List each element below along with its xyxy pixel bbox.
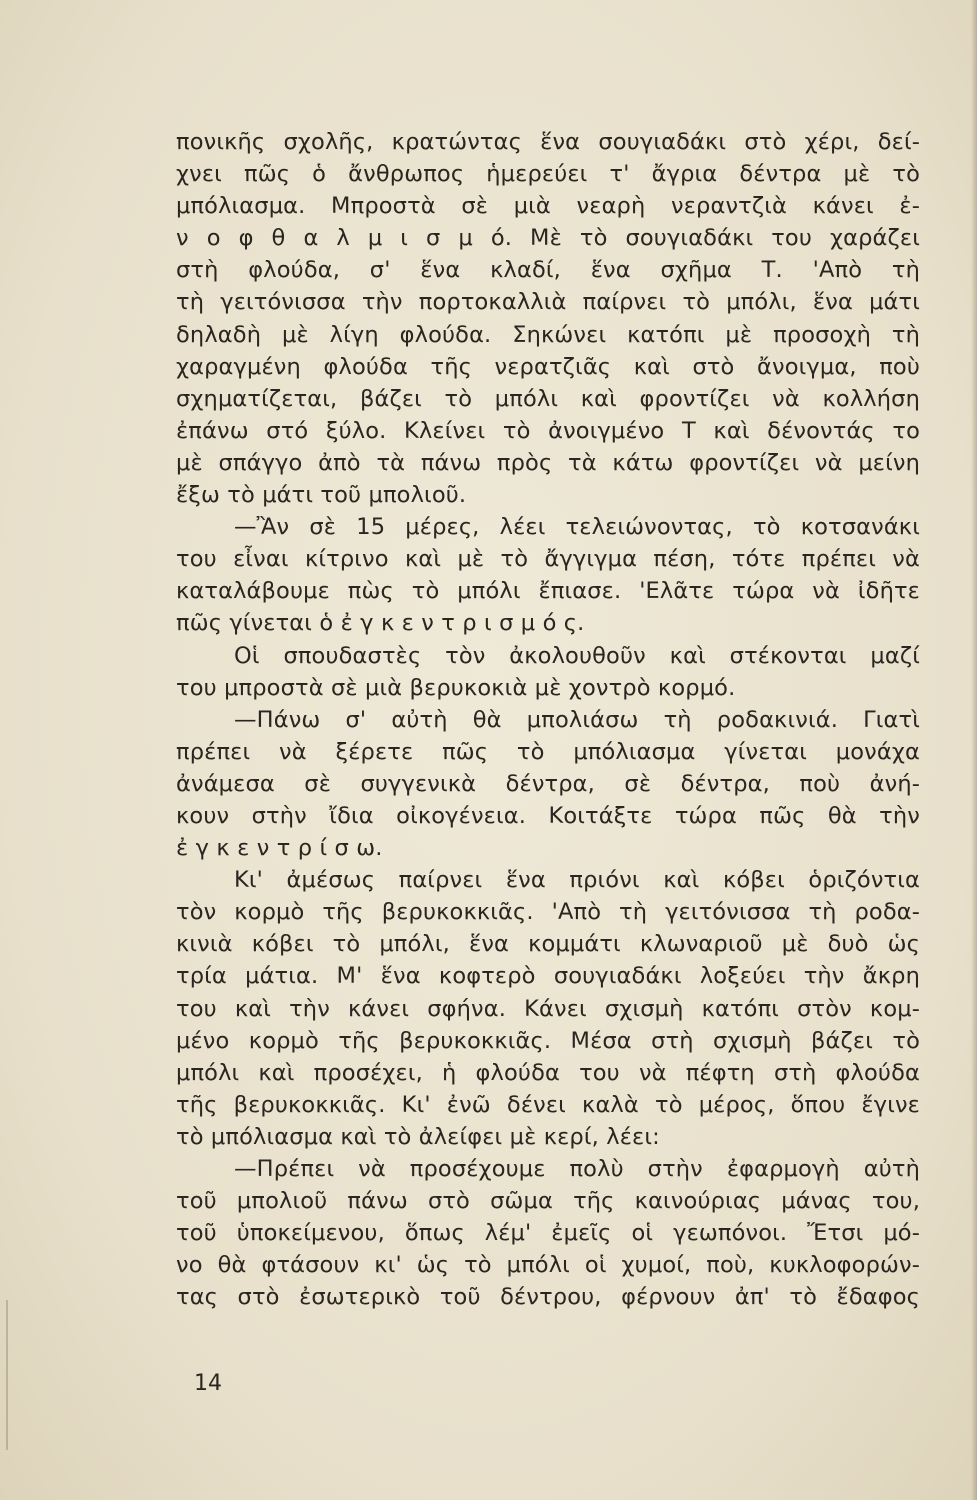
text-line: σχηματίζεται, βάζει τὸ μπόλι καὶ φροντίζει νὰ κολλήση xyxy=(176,385,920,412)
text-line: χαραγμένη φλούδα τῆς νερατζιᾶς καὶ στὸ ἄνοιγμα, ποὺ xyxy=(176,353,920,380)
text-line: του εἶναι κίτρινο καὶ μὲ τὸ ἄγγιγμα πέση, τότε πρέπει νὰ xyxy=(176,546,920,573)
text-line: τρία μάτια. Μ' ἕνα κοφτερὸ σουγιαδάκι λοξεύει τὴν ἄκρη xyxy=(176,963,920,990)
text-line: τῆς βερυκοκκιᾶς. Κι' ἐνῶ δένει καλὰ τὸ μέρος, ὅπου ἔγινε xyxy=(176,1091,920,1118)
text-line: πονικῆς σχολῆς, κρατώντας ἕνα σουγιαδάκι στὸ χέρι, δεί- xyxy=(176,129,920,155)
text-line: μπόλι καὶ προσέχει, ἡ φλούδα του νὰ πέφτη στὴ φλούδα xyxy=(176,1059,920,1086)
text-line: χνει πῶς ὁ ἄνθρωπος ἡμερεύει τ' ἄγρια δέντρα μὲ τὸ xyxy=(176,161,920,188)
text-line: Κι' ἀμέσως παίρνει ἕνα πριόνι καὶ κόβει ὁριζόντια xyxy=(234,867,920,894)
text-line: πῶς γίνεται ὁ ἐ γ κ ε ν τ ρ ι σ μ ό ς. xyxy=(176,610,585,637)
text-line: μένο κορμὸ τῆς βερυκοκκιᾶς. Μέσα στὴ σχισμὴ βάζει τὸ xyxy=(176,1027,920,1054)
text-line: πρέπει νὰ ξέρετε πῶς τὸ μπόλιασμα γίνεται μονάχα xyxy=(176,738,920,765)
text-line: κινιὰ κόβει τὸ μπόλι, ἕνα κομμάτι κλωναριοῦ μὲ δυὸ ὡς xyxy=(176,931,920,958)
text-line: ἔξω τὸ μάτι τοῦ μπολιοῦ. xyxy=(176,482,467,509)
text-line: —Πρέπει νὰ προσέχουμε πολὺ στὴν ἐφαρμογὴ αὐτὴ xyxy=(234,1156,920,1182)
text-line: τοῦ ὑποκείμενου, ὅπως λέμ' ἐμεῖς οἱ γεωπόνοι. Ἔτσι μό- xyxy=(176,1220,920,1247)
text-line: τας στὸ ἐσωτερικὸ τοῦ δέντρου, φέρνουν ἀπ' τὸ ἔδαφος xyxy=(176,1284,920,1311)
text-line: κουν στὴν ἴδια οἰκογένεια. Κοιτάξτε τώρα πῶς θὰ τὴν xyxy=(176,802,920,829)
text-line: ἀνάμεσα σὲ συγγενικὰ δέντρα, σὲ δέντρα, ποὺ ἀνή- xyxy=(176,770,920,797)
text-line: του μπροστὰ σὲ μιὰ βερυκοκιὰ μὲ χοντρὸ κορμό. xyxy=(176,674,736,701)
text-line: τοῦ μπολιοῦ πάνω στὸ σῶμα τῆς καινούριας μάνας του, xyxy=(176,1188,920,1215)
text-line: νο θὰ φτάσουν κι' ὡς τὸ μπόλι οἱ χυμοί, ποὺ, κυκλοφορών- xyxy=(176,1252,920,1279)
body-text xyxy=(176,126,920,1313)
page-number: 14 xyxy=(194,1371,222,1396)
text-line: του καὶ τὴν κάνει σφήνα. Κάνει σχισμὴ κατόπι στὸν κομ- xyxy=(176,995,920,1022)
text-line: τὸν κορμὸ τῆς βερυκοκκιᾶς. 'Απὸ τὴ γειτόνισσα τὴ ροδα- xyxy=(176,899,920,926)
text-line: Οἱ σπουδαστὲς τὸν ἀκολουθοῦν καὶ στέκονται μαζί xyxy=(234,642,920,669)
text-line: μὲ σπάγγο ἀπὸ τὰ πάνω πρὸς τὰ κάτω φροντίζει νὰ μείνη xyxy=(176,449,920,476)
text-line: —Πάνω σ' αὐτὴ θὰ μπολιάσω τὴ ροδακινιά. Γιατὶ xyxy=(234,706,920,733)
text-line: καταλάβουμε πὼς τὸ μπόλι ἔπιασε. 'Ελᾶτε τώρα νὰ ἰδῆτε xyxy=(176,578,920,605)
text-line: τὴ γειτόνισσα τὴν πορτοκαλλιὰ παίρνει τὸ μπόλι, ἕνα μάτι xyxy=(176,289,920,316)
page-edge-shadow xyxy=(971,0,977,1500)
margin-mark xyxy=(6,1300,8,1450)
text-line: —Ἂν σὲ 15 μέρες, λέει τελειώνοντας, τὸ κοτσανάκι xyxy=(234,514,920,541)
text-line: τὸ μπόλιασμα καὶ τὸ ἀλείφει μὲ κερί, λέει: xyxy=(176,1123,660,1150)
text-line: δηλαδὴ μὲ λίγη φλούδα. Σηκώνει κατόπι μὲ προσοχὴ τὴ xyxy=(176,321,920,348)
text-line: μπόλιασμα. Μπροστὰ σὲ μιὰ νεαρὴ νεραντζιὰ κάνει ἐ- xyxy=(176,193,920,220)
text-line: στὴ φλούδα, σ' ἕνα κλαδί, ἕνα σχῆμα Τ. 'Απὸ τὴ xyxy=(176,257,920,284)
text-line: ἐ γ κ ε ν τ ρ ί σ ω. xyxy=(176,835,383,862)
text-line: ἐπάνω στό ξύλο. Κλείνει τὸ ἀνοιγμένο Τ καὶ δένοντάς το xyxy=(176,417,920,444)
text-line: ν ο φ θ α λ μ ι σ μ ό. Μὲ τὸ σουγιαδάκι του χαράζει xyxy=(176,225,920,252)
